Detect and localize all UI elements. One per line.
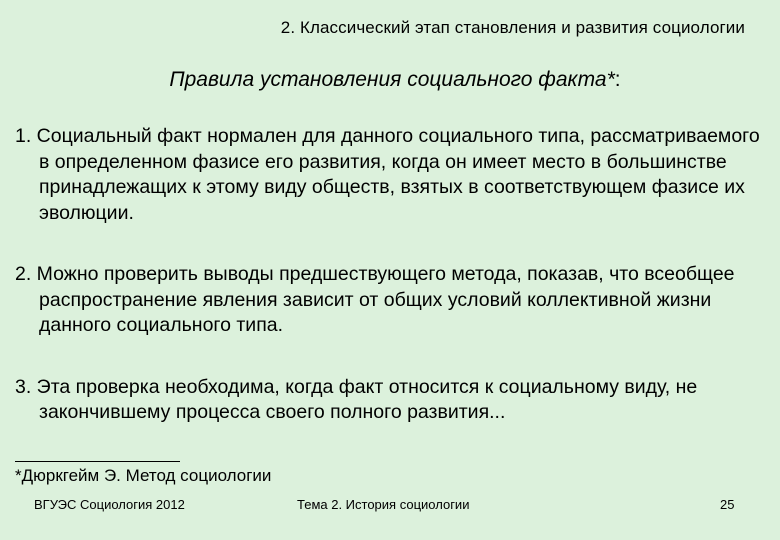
page-number: 25 bbox=[720, 497, 735, 512]
slide-header: 2. Классический этап становления и развития социологии bbox=[280, 18, 745, 37]
rules-list bbox=[15, 124, 770, 426]
footnote: *Дюркгейм Э. Метод социологии bbox=[15, 466, 272, 485]
slide-subtitle bbox=[0, 68, 780, 92]
footer-course: ВГУЭС Социология 2012 bbox=[34, 497, 185, 512]
footer-topic: Тема 2. История социологии bbox=[297, 497, 470, 512]
subtitle-colon: : bbox=[614, 68, 621, 91]
subtitle-text: Правила установления социального факта* bbox=[169, 68, 615, 91]
rule-item-3: 3. Эта проверка необходима, когда факт относится к социальному виду, не закончившему процесса своего полного развития... bbox=[15, 375, 698, 423]
rule-item-1: 1. Социальный факт нормален для данного социального типа, рассматриваемого в определенном фазисе его развития, когда он имеет место в большинстве принадлежащих к этому виду обществ, взятых в соответствующем фазисе их эволюции. bbox=[15, 125, 760, 224]
rule-item-2: 2. Можно проверить выводы предшествующего метода, показав, что всеобщее распространение явления зависит от общих условий коллективной жизни данного социального типа. bbox=[15, 263, 735, 336]
footnote-divider bbox=[15, 461, 180, 462]
